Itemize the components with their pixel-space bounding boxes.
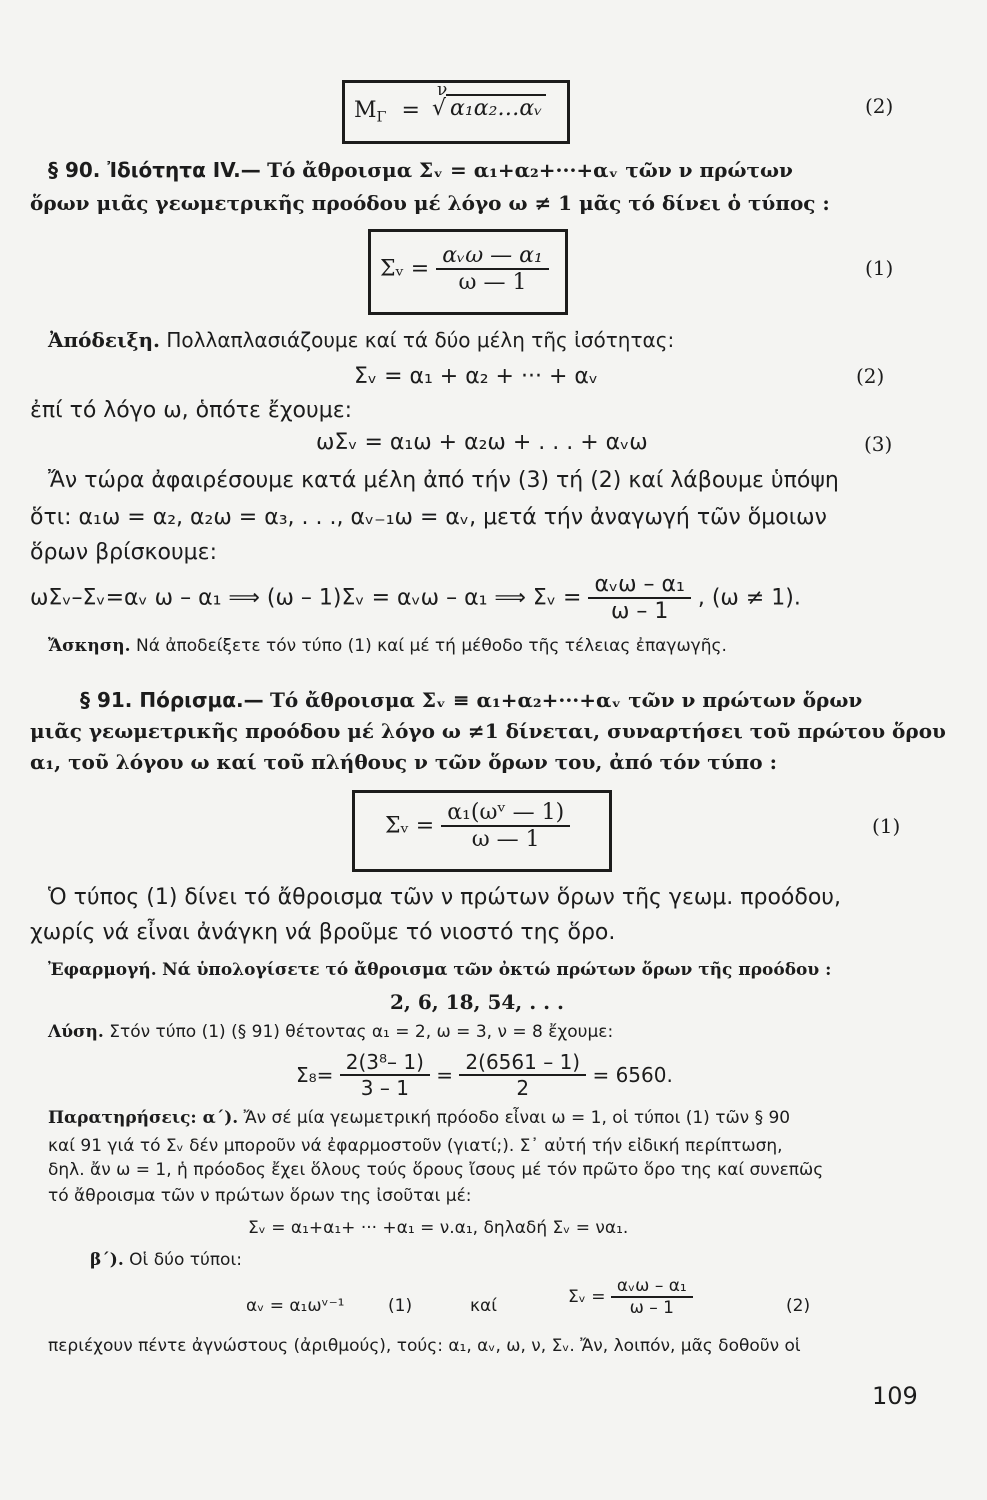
equation-2: Σᵥ = α₁ + α₂ + ··· + αᵥ [354, 364, 599, 389]
formula-2: Σᵥ = $\frac{\text{αᵥω – α₁}}{\omega - 1}$ [568, 1276, 693, 1318]
radicand: √ α₁α₂…αᵥ [432, 96, 546, 121]
derivation: ωΣᵥ–Σᵥ=αᵥ ω – α₁ ⟹ (ω – 1)Σᵥ = αᵥω – α₁ ⟹ Σᵥ = $\frac{\text{αᵥω – α₁}}{\omega - 1}$ , (ω ≠ 1). [30, 572, 801, 624]
section-91-heading: § 91. Πόρισμα.— Τό ἄθροισμα Σᵥ ≡ α₁+α₂+···+αᵥ τῶν ν πρώτων ὅρων [80, 688, 863, 712]
solution-line: Λύση. Στόν τύπο (1) (§ 91) θέτοντας α₁ = 2, ω = 3, ν = 8 ἔχουμε: [48, 1022, 614, 1042]
remarks-line1: Παρατηρήσεις: α΄). Ἄν σέ μία γεωμετρική πρόοδο εἶναι ω = 1, οἱ τύποι (1) τῶν § 90 [48, 1108, 791, 1128]
root-index: ν [437, 80, 448, 100]
sum-formula-2: Σᵥ = $\frac{\text{α₁(ωᵛ — 1)}}{\omega — 1}$ [385, 800, 570, 852]
section-91-line2: μιᾶς γεωμετρικῆς προόδου μέ λόγο ω ≠1 δίνεται, συναρτήσει τοῦ πρώτου ὅρου [30, 719, 946, 743]
equation-tag: (2) [786, 1296, 811, 1316]
equation-tag: (1) [388, 1296, 413, 1316]
proof-text: ἐπί τό λόγο ω, ὁπότε ἔχουμε: [30, 398, 353, 423]
equation-tag: (2) [856, 364, 885, 388]
beta-line: β΄). Οἱ δύο τύποι: [90, 1250, 242, 1270]
section-91-line3: α₁, τοῦ λόγου ω καί τοῦ πλήθους ν τῶν ὅρων του, ἀπό τόν τύπο : [30, 750, 777, 774]
remarks-line2: καί 91 γιά τό Σᵥ δέν μποροῦν νά ἐφαρμοστοῦν (γιατί;). Σ᾿ αὐτή τήν εἰδική περίπτωση, [48, 1136, 783, 1156]
proof-paragraph-line1: Ἄν τώρα ἀφαιρέσουμε κατά μέλη ἀπό τήν (3) τή (2) καί λάβουμε ὑπόψη [48, 468, 839, 493]
equation-tag: (3) [864, 432, 893, 456]
proof-paragraph-line3: ὅρων βρίσκουμε: [30, 540, 217, 565]
geometric-mean-formula: $M_\Gamma$ = [354, 98, 420, 126]
proof-paragraph-line2: ὅτι: α₁ω = α₂, α₂ω = α₃, . . ., αᵥ₋₁ω = αᵥ, μετά τήν ἀναγωγή τῶν ὅμοιων [30, 505, 827, 530]
sequence: 2, 6, 18, 54, . . . [390, 990, 565, 1014]
sum-formula: Σᵥ = $\frac{\text{αᵥω — α₁}}{\omega — 1}$ [380, 243, 549, 295]
page-number: 109 [872, 1382, 918, 1410]
last-line: περιέχουν πέντε ἀγνώστους (ἀριθμούς), τούς: α₁, αᵥ, ω, ν, Σᵥ. Ἄν, λοιπόν, μᾶς δοθοῦν οἱ [48, 1336, 801, 1356]
section-90-line2: ὅρων μιᾶς γεωμετρικῆς προόδου μέ λόγο ω ≠ 1 μᾶς τό δίνει ὁ τύπος : [30, 191, 830, 215]
remarks-equation: Σᵥ = α₁+α₁+ ··· +α₁ = ν.α₁, δηλαδή Σᵥ = να₁. [248, 1218, 629, 1238]
calculation: Σ₈= $\frac{\text{2(3⁸– 1)}}{3 - 1}$ = $\frac{2(6561 - 1)}{2}$ = 6560. [296, 1050, 673, 1100]
application-line: Ἐφαρμογή. Νά ὑπολογίσετε τό ἄθροισμα τῶν ὀκτώ πρώτων ὅρων τῆς προόδου : [48, 960, 832, 980]
proof-line: Ἀπόδειξη. Πολλαπλασιάζουμε καί τά δύο μέλη τῆς ἰσότητας: [48, 328, 675, 352]
equation-tag: (1) [872, 814, 901, 838]
section-91-paragraph-line2: χωρίς νά εἶναι ἀνάγκη νά βροῦμε τό νιοστό της ὅρο. [30, 920, 616, 945]
kai-word: καί [470, 1296, 497, 1316]
equation-tag: (1) [865, 256, 894, 280]
formula-1: αᵥ = α₁ωᵛ⁻¹ [246, 1296, 345, 1316]
equation-3: ωΣᵥ = α₁ω + α₂ω + . . . + αᵥω [316, 430, 648, 455]
equation-tag: (2) [865, 94, 894, 118]
section-90-heading: § 90. Ἰδιότητα IV.— Τό ἄθροισμα Σᵥ = α₁+α₂+···+αᵥ τῶν ν πρώτων [48, 158, 793, 182]
section-91-paragraph-line1: Ὁ τύπος (1) δίνει τό ἄθροισμα τῶν ν πρώτων ὅρων τῆς γεωμ. προόδου, [48, 885, 842, 910]
remarks-line4: τό ἄθροισμα τῶν ν πρώτων ὅρων της ἰσοῦται μέ: [48, 1186, 472, 1206]
exercise-line: Ἄσκηση. Νά ἀποδείξετε τόν τύπο (1) καί μέ τή μέθοδο τῆς τέλειας ἐπαγωγῆς. [48, 636, 727, 656]
remarks-line3: δηλ. ἄν ω = 1, ἡ πρόοδος ἔχει ὅλους τούς ὅρους ἴσους μέ τόν πρῶτο ὅρο της καί συνεπῶς [48, 1160, 824, 1180]
